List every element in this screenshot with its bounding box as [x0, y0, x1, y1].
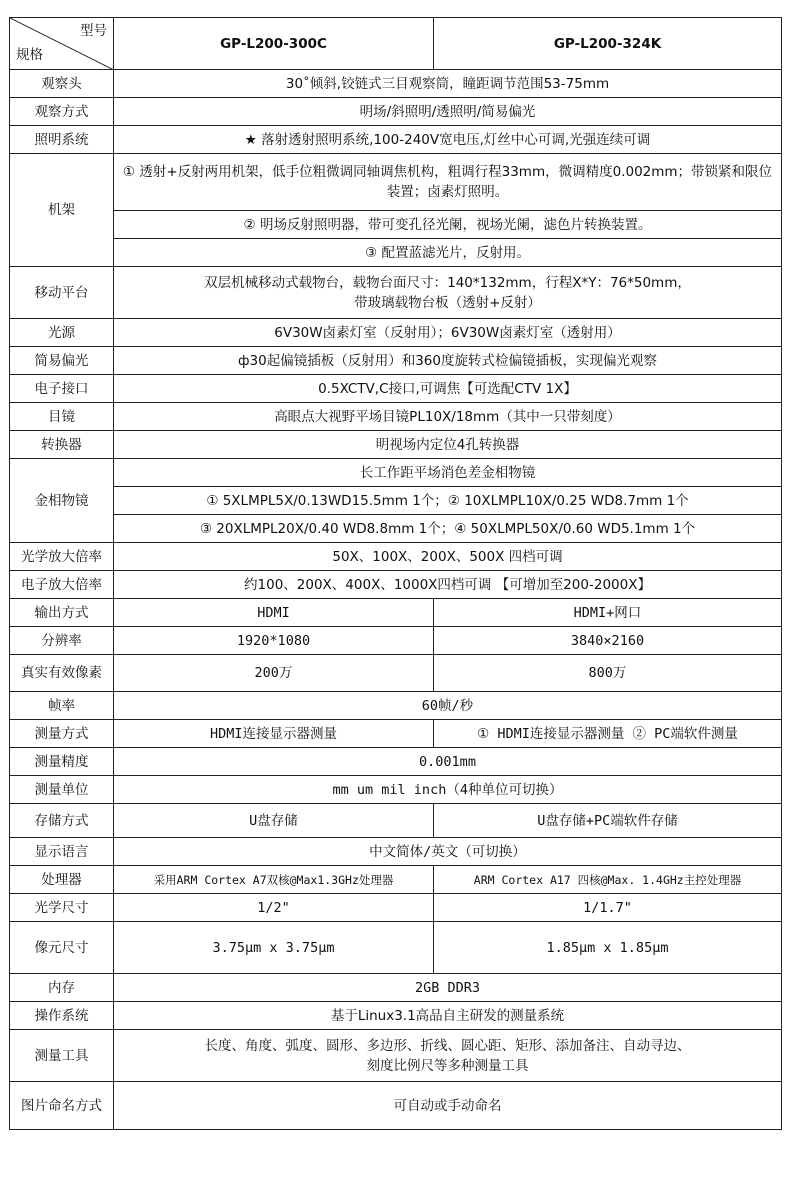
row-value: 长工作距平场消色差金相物镜 — [114, 459, 782, 487]
row-label: 帧率 — [10, 692, 114, 720]
table-row — [10, 974, 782, 1002]
row-label: 移动平台 — [10, 267, 114, 319]
row-label: 测量单位 — [10, 776, 114, 804]
table-row — [10, 487, 782, 515]
table-row — [10, 98, 782, 126]
row-value: ① 透射+反射两用机架，低手位粗微调同轴调焦机构，粗调行程33mm，微调精度0.002mm；带锁紧和限位装置；卤素灯照明。 — [114, 154, 782, 211]
table-row — [10, 720, 782, 748]
model-a-value: 采用ARM Cortex A7双核@Max1.3GHz处理器 — [114, 866, 434, 894]
table-row — [10, 571, 782, 599]
model-a-value: 200万 — [114, 655, 434, 692]
table-row — [10, 347, 782, 375]
table-row — [10, 543, 782, 571]
row-value: ③ 配置蓝滤光片，反射用。 — [114, 239, 782, 267]
row-label: 简易偏光 — [10, 347, 114, 375]
row-value: ф30起偏镜插板（反射用）和360度旋转式检偏镜插板，实现偏光观察 — [114, 347, 782, 375]
table-row — [10, 838, 782, 866]
row-value — [114, 1030, 782, 1082]
row-value: 0.5XCTV,C接口,可调焦【可选配CTV 1X】 — [114, 375, 782, 403]
row-value — [114, 267, 782, 319]
model-b-value: HDMI+网口 — [434, 599, 782, 627]
row-value: ③ 20XLMPL20X/0.40 WD8.8mm 1个；④ 50XLMPL50X/0.60 WD5.1mm 1个 — [114, 515, 782, 543]
row-label: 转换器 — [10, 431, 114, 459]
row-label: 光源 — [10, 319, 114, 347]
row-value: 50X、100X、200X、500X 四档可调 — [114, 543, 782, 571]
row-label: 测量方式 — [10, 720, 114, 748]
model-a-value: U盘存储 — [114, 804, 434, 838]
table-row — [10, 748, 782, 776]
table-row — [10, 70, 782, 98]
row-value: 明场/斜照明/透照明/简易偏光 — [114, 98, 782, 126]
table-row — [10, 319, 782, 347]
table-row — [10, 211, 782, 239]
model-b-value: 800万 — [434, 655, 782, 692]
row-label: 输出方式 — [10, 599, 114, 627]
row-label: 显示语言 — [10, 838, 114, 866]
row-label: 观察头 — [10, 70, 114, 98]
table-row — [10, 375, 782, 403]
row-label: 存储方式 — [10, 804, 114, 838]
header-spec-label: 规格 — [16, 47, 43, 63]
row-value: 明视场内定位4孔转换器 — [114, 431, 782, 459]
table-row — [10, 922, 782, 974]
table-row — [10, 894, 782, 922]
table-row — [10, 154, 782, 211]
row-label: 测量工具 — [10, 1030, 114, 1082]
table-row — [10, 126, 782, 154]
row-label: 真实有效像素 — [10, 655, 114, 692]
row-label: 目镜 — [10, 403, 114, 431]
row-label: 光学尺寸 — [10, 894, 114, 922]
row-value-line: 双层机械移动式载物台，载物台面尺寸：140*132mm，行程X*Y：76*50mm， — [204, 274, 691, 291]
table-row — [10, 403, 782, 431]
model-b-value: U盘存储+PC端软件存储 — [434, 804, 782, 838]
row-value: ★ 落射透射照明系统,100-240V宽电压,灯丝中心可调,光强连续可调 — [114, 126, 782, 154]
row-value: 可自动或手动命名 — [114, 1082, 782, 1130]
row-label: 像元尺寸 — [10, 922, 114, 974]
row-value: ② 明场反射照明器，带可变孔径光阑，视场光阑，滤色片转换装置。 — [114, 211, 782, 239]
model-a-value: HDMI连接显示器测量 — [114, 720, 434, 748]
row-value: 基于Linux3.1高品自主研发的测量系统 — [114, 1002, 782, 1030]
table-row — [10, 804, 782, 838]
row-value: 60帧/秒 — [114, 692, 782, 720]
table-row — [10, 431, 782, 459]
header-model-label: 型号 — [80, 23, 107, 39]
row-label: 电子放大倍率 — [10, 571, 114, 599]
row-value: 约100、200X、400X、1000X四档可调 【可增加至200-2000X】 — [114, 571, 782, 599]
row-value-line: 刻度比例尺等多种测量工具 — [366, 1057, 529, 1074]
row-value-line: 长度、角度、弧度、圆形、多边形、折线、圆心距、矩形、添加备注、自动寻边、 — [204, 1037, 691, 1054]
row-label: 金相物镜 — [10, 459, 114, 543]
model-a-value: HDMI — [114, 599, 434, 627]
row-label: 内存 — [10, 974, 114, 1002]
row-label: 光学放大倍率 — [10, 543, 114, 571]
row-value: 高眼点大视野平场目镜PL10X/18mm（其中一只带刻度） — [114, 403, 782, 431]
row-value: mm um mil inch（4种单位可切换） — [114, 776, 782, 804]
table-row — [10, 692, 782, 720]
row-value-line: 带玻璃载物台板（透射+反射） — [354, 294, 541, 311]
table-row — [10, 1002, 782, 1030]
table-row — [10, 655, 782, 692]
table-row — [10, 459, 782, 487]
table-row — [10, 515, 782, 543]
table-row — [10, 1082, 782, 1130]
spec-table — [9, 17, 782, 1130]
row-label: 机架 — [10, 154, 114, 267]
header-row — [10, 18, 782, 70]
model-a-value: 1/2" — [114, 894, 434, 922]
table-row — [10, 866, 782, 894]
table-row — [10, 267, 782, 319]
row-label: 观察方式 — [10, 98, 114, 126]
row-label: 电子接口 — [10, 375, 114, 403]
row-label: 图片命名方式 — [10, 1082, 114, 1130]
model-b-value: ARM Cortex A17 四核@Max. 1.4GHz主控处理器 — [434, 866, 782, 894]
row-value: 6V30W卤素灯室（反射用）；6V30W卤素灯室（透射用） — [114, 319, 782, 347]
row-label: 处理器 — [10, 866, 114, 894]
row-label: 照明系统 — [10, 126, 114, 154]
row-label: 分辨率 — [10, 627, 114, 655]
model-a-value: 3.75µm x 3.75µm — [114, 922, 434, 974]
table-row — [10, 627, 782, 655]
model-b-value: 1.85µm x 1.85µm — [434, 922, 782, 974]
model-a-header: GP-L200-300C — [114, 18, 434, 70]
row-label: 测量精度 — [10, 748, 114, 776]
row-value: 30˚倾斜,铰链式三目观察筒，瞳距调节范围53-75mm — [114, 70, 782, 98]
row-value: 2GB DDR3 — [114, 974, 782, 1002]
table-row — [10, 1030, 782, 1082]
model-b-value: 3840×2160 — [434, 627, 782, 655]
row-value: ① 5XLMPL5X/0.13WD15.5mm 1个；② 10XLMPL10X/0.25 WD8.7mm 1个 — [114, 487, 782, 515]
table-row — [10, 599, 782, 627]
diagonal-header-cell — [10, 18, 114, 70]
model-b-header: GP-L200-324K — [434, 18, 782, 70]
table-row — [10, 239, 782, 267]
row-value: 0.001mm — [114, 748, 782, 776]
model-b-value: ① HDMI连接显示器测量 ② PC端软件测量 — [434, 720, 782, 748]
model-b-value: 1/1.7" — [434, 894, 782, 922]
row-label: 操作系统 — [10, 1002, 114, 1030]
row-value: 中文简体/英文（可切换） — [114, 838, 782, 866]
model-a-value: 1920*1080 — [114, 627, 434, 655]
table-row — [10, 776, 782, 804]
